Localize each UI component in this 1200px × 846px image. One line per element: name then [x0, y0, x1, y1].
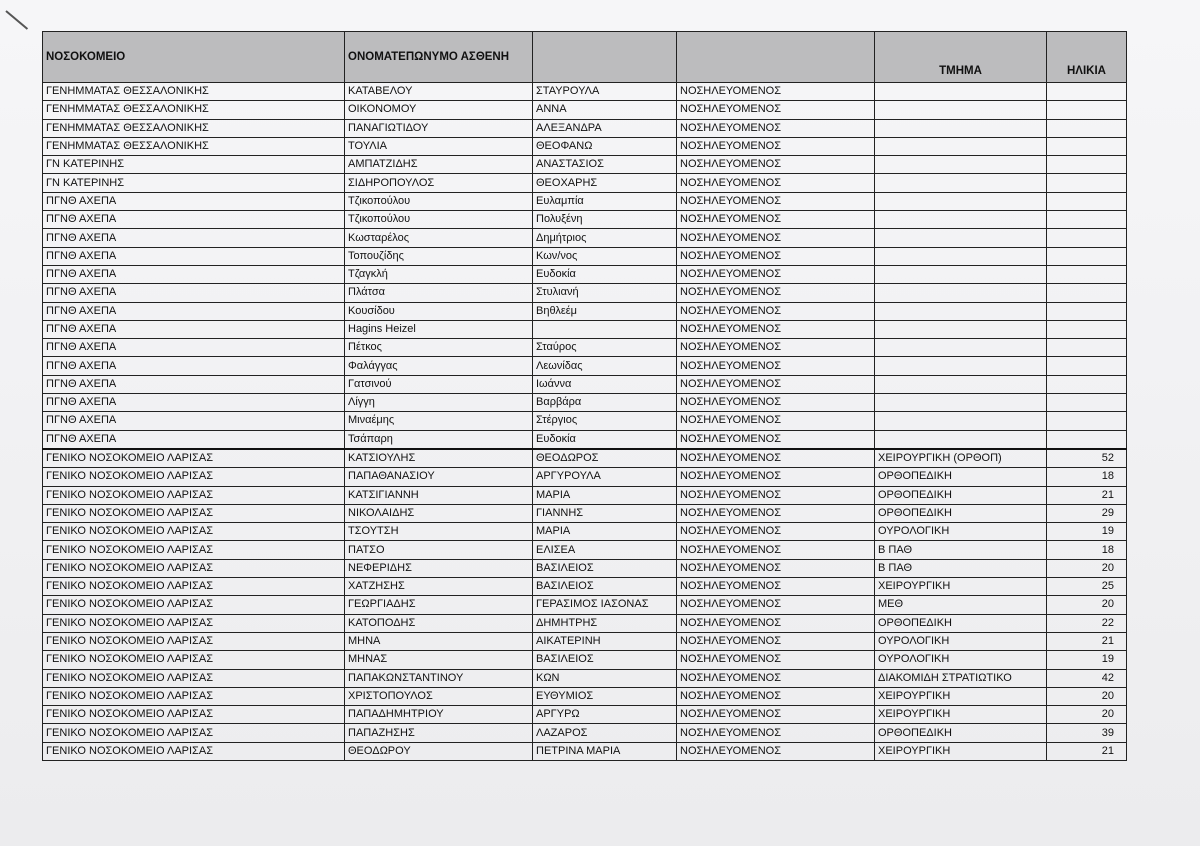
cell-surname: ΠΑΝΑΓΙΩΤΙΔΟΥ	[345, 119, 533, 137]
cell-department	[875, 284, 1047, 302]
cell-first-name: Ευδοκία	[533, 430, 677, 449]
cell-surname: Κουσίδου	[345, 302, 533, 320]
cell-age	[1047, 430, 1127, 449]
cell-surname: Γατσινού	[345, 375, 533, 393]
table-row	[43, 504, 1127, 522]
cell-first-name: ΒΑΣΙΛΕΙΟΣ	[533, 578, 677, 596]
cell-surname: Τοπουζίδης	[345, 247, 533, 265]
cell-status: ΝΟΣΗΛΕΥΟΜΕΝΟΣ	[677, 669, 875, 687]
cell-surname: ΚΑΤΣΙΓΙΑΝΝΗ	[345, 486, 533, 504]
cell-department	[875, 412, 1047, 430]
cell-first-name: ΘΕΟΦΑΝΩ	[533, 137, 677, 155]
cell-age: 20	[1047, 596, 1127, 614]
cell-hospital: ΓΕΝΙΚΟ ΝΟΣΟΚΟΜΕΙΟ ΛΑΡΙΣΑΣ	[43, 724, 345, 742]
cell-surname: Λίγγη	[345, 394, 533, 412]
table-row	[43, 687, 1127, 705]
cell-surname: ΚΑΤΣΙΟΥΛΗΣ	[345, 449, 533, 468]
cell-first-name: ΓΙΑΝΝΗΣ	[533, 504, 677, 522]
cell-age	[1047, 247, 1127, 265]
cell-department	[875, 119, 1047, 137]
cell-surname: ΤΟΥΛΙΑ	[345, 137, 533, 155]
cell-status: ΝΟΣΗΛΕΥΟΜΕΝΟΣ	[677, 211, 875, 229]
cell-first-name: ΘΕΟΧΑΡΗΣ	[533, 174, 677, 192]
table-row	[43, 541, 1127, 559]
cell-surname: ΓΕΩΡΓΙΑΔΗΣ	[345, 596, 533, 614]
cell-age	[1047, 156, 1127, 174]
table-row	[43, 192, 1127, 210]
cell-first-name: Δημήτριος	[533, 229, 677, 247]
cell-department: ΧΕΙΡΟΥΡΓΙΚΗ	[875, 687, 1047, 705]
table-row	[43, 83, 1127, 101]
cell-hospital: ΠΓΝΘ ΑΧΕΠΑ	[43, 211, 345, 229]
cell-age: 42	[1047, 669, 1127, 687]
cell-status: ΝΟΣΗΛΕΥΟΜΕΝΟΣ	[677, 412, 875, 430]
cell-first-name: Στέργιος	[533, 412, 677, 430]
cell-surname: ΚΑΤΑΒΕΛΟΥ	[345, 83, 533, 101]
patient-table	[42, 31, 1127, 761]
cell-age	[1047, 302, 1127, 320]
cell-surname: Hagins Heizel	[345, 320, 533, 338]
cell-department: ΧΕΙΡΟΥΡΓΙΚΗ	[875, 742, 1047, 760]
cell-department: ΟΥΡΟΛΟΓΙΚΗ	[875, 651, 1047, 669]
table-row	[43, 596, 1127, 614]
cell-status: ΝΟΣΗΛΕΥΟΜΕΝΟΣ	[677, 284, 875, 302]
cell-hospital: ΠΓΝΘ ΑΧΕΠΑ	[43, 339, 345, 357]
cell-first-name: ΠΕΤΡΙΝΑ ΜΑΡΙΑ	[533, 742, 677, 760]
cell-status: ΝΟΣΗΛΕΥΟΜΕΝΟΣ	[677, 101, 875, 119]
cell-hospital: ΠΓΝΘ ΑΧΕΠΑ	[43, 412, 345, 430]
table-header-row	[43, 32, 1127, 83]
cell-status: ΝΟΣΗΛΕΥΟΜΕΝΟΣ	[677, 632, 875, 650]
cell-status: ΝΟΣΗΛΕΥΟΜΕΝΟΣ	[677, 430, 875, 449]
cell-status: ΝΟΣΗΛΕΥΟΜΕΝΟΣ	[677, 247, 875, 265]
cell-surname: ΑΜΠΑΤΖΙΔΗΣ	[345, 156, 533, 174]
cell-surname: ΧΡΙΣΤΟΠΟΥΛΟΣ	[345, 687, 533, 705]
cell-surname: ΝΕΦΕΡΙΔΗΣ	[345, 559, 533, 577]
cell-age	[1047, 412, 1127, 430]
cell-status: ΝΟΣΗΛΕΥΟΜΕΝΟΣ	[677, 137, 875, 155]
cell-department	[875, 375, 1047, 393]
cell-hospital: ΓΕΝΙΚΟ ΝΟΣΟΚΟΜΕΙΟ ΛΑΡΙΣΑΣ	[43, 669, 345, 687]
cell-department: Β ΠΑΘ	[875, 541, 1047, 559]
cell-surname: ΠΑΠΑΘΑΝΑΣΙΟΥ	[345, 468, 533, 486]
table-row	[43, 412, 1127, 430]
cell-status: ΝΟΣΗΛΕΥΟΜΕΝΟΣ	[677, 742, 875, 760]
cell-first-name: ΔΗΜΗΤΡΗΣ	[533, 614, 677, 632]
header-hospital: ΝΟΣΟΚΟΜΕΙΟ	[43, 32, 345, 83]
cell-first-name: Ευδοκία	[533, 265, 677, 283]
cell-age	[1047, 320, 1127, 338]
cell-status: ΝΟΣΗΛΕΥΟΜΕΝΟΣ	[677, 559, 875, 577]
cell-department: ΧΕΙΡΟΥΡΓΙΚΗ	[875, 578, 1047, 596]
cell-age	[1047, 83, 1127, 101]
header-department: ΤΜΗΜΑ	[875, 32, 1047, 83]
cell-age	[1047, 211, 1127, 229]
table-body	[43, 83, 1127, 761]
cell-status: ΝΟΣΗΛΕΥΟΜΕΝΟΣ	[677, 339, 875, 357]
cell-first-name: ΜΑΡΙΑ	[533, 523, 677, 541]
cell-age: 20	[1047, 687, 1127, 705]
cell-first-name: Λεωνίδας	[533, 357, 677, 375]
cell-hospital: ΓΕΝΙΚΟ ΝΟΣΟΚΟΜΕΙΟ ΛΑΡΙΣΑΣ	[43, 559, 345, 577]
table-row	[43, 357, 1127, 375]
cell-hospital: ΓΕΝΗΜΜΑΤΑΣ ΘΕΣΣΑΛΟΝΙΚΗΣ	[43, 101, 345, 119]
cell-first-name: Βαρβάρα	[533, 394, 677, 412]
cell-first-name: ΑΙΚΑΤΕΡΙΝΗ	[533, 632, 677, 650]
cell-surname: ΘΕΟΔΩΡΟΥ	[345, 742, 533, 760]
cell-first-name: Πολυξένη	[533, 211, 677, 229]
table-row	[43, 101, 1127, 119]
cell-department	[875, 229, 1047, 247]
cell-first-name: ΒΑΣΙΛΕΙΟΣ	[533, 559, 677, 577]
cell-department	[875, 394, 1047, 412]
cell-department	[875, 430, 1047, 449]
cell-age	[1047, 192, 1127, 210]
cell-hospital: ΓΕΝΙΚΟ ΝΟΣΟΚΟΜΕΙΟ ΛΑΡΙΣΑΣ	[43, 504, 345, 522]
cell-department	[875, 137, 1047, 155]
cell-status: ΝΟΣΗΛΕΥΟΜΕΝΟΣ	[677, 468, 875, 486]
cell-status: ΝΟΣΗΛΕΥΟΜΕΝΟΣ	[677, 724, 875, 742]
cell-surname: Πέτκος	[345, 339, 533, 357]
cell-status: ΝΟΣΗΛΕΥΟΜΕΝΟΣ	[677, 394, 875, 412]
cell-department: ΜΕΘ	[875, 596, 1047, 614]
table-row	[43, 229, 1127, 247]
cell-hospital: ΓΕΝΙΚΟ ΝΟΣΟΚΟΜΕΙΟ ΛΑΡΙΣΑΣ	[43, 614, 345, 632]
cell-hospital: ΓΕΝΙΚΟ ΝΟΣΟΚΟΜΕΙΟ ΛΑΡΙΣΑΣ	[43, 596, 345, 614]
cell-hospital: ΠΓΝΘ ΑΧΕΠΑ	[43, 357, 345, 375]
table-row	[43, 669, 1127, 687]
cell-status: ΝΟΣΗΛΕΥΟΜΕΝΟΣ	[677, 523, 875, 541]
cell-status: ΝΟΣΗΛΕΥΟΜΕΝΟΣ	[677, 578, 875, 596]
cell-age: 22	[1047, 614, 1127, 632]
table-row	[43, 486, 1127, 504]
cell-age	[1047, 339, 1127, 357]
cell-status: ΝΟΣΗΛΕΥΟΜΕΝΟΣ	[677, 449, 875, 468]
cell-department	[875, 357, 1047, 375]
cell-hospital: ΓΝ ΚΑΤΕΡΙΝΗΣ	[43, 156, 345, 174]
cell-status: ΝΟΣΗΛΕΥΟΜΕΝΟΣ	[677, 486, 875, 504]
table-row	[43, 156, 1127, 174]
cell-status: ΝΟΣΗΛΕΥΟΜΕΝΟΣ	[677, 302, 875, 320]
cell-age: 19	[1047, 523, 1127, 541]
cell-surname: ΜΗΝΑΣ	[345, 651, 533, 669]
table-row	[43, 468, 1127, 486]
cell-first-name: ΑΛΕΞΑΝΔΡΑ	[533, 119, 677, 137]
header-first-name	[533, 32, 677, 83]
cell-department	[875, 247, 1047, 265]
cell-hospital: ΠΓΝΘ ΑΧΕΠΑ	[43, 320, 345, 338]
cell-surname: Τσάπαρη	[345, 430, 533, 449]
cell-department	[875, 156, 1047, 174]
cell-age: 20	[1047, 559, 1127, 577]
cell-surname: Φαλάγγας	[345, 357, 533, 375]
cell-department	[875, 302, 1047, 320]
cell-age	[1047, 101, 1127, 119]
cell-department: ΧΕΙΡΟΥΡΓΙΚΗ	[875, 706, 1047, 724]
table-row	[43, 430, 1127, 449]
table-row	[43, 320, 1127, 338]
cell-department	[875, 339, 1047, 357]
cell-department	[875, 192, 1047, 210]
cell-status: ΝΟΣΗΛΕΥΟΜΕΝΟΣ	[677, 156, 875, 174]
cell-first-name: ΘΕΟΔΩΡΟΣ	[533, 449, 677, 468]
cell-surname: Τζικοπούλου	[345, 211, 533, 229]
cell-first-name: ΑΝΝΑ	[533, 101, 677, 119]
cell-department: ΟΡΘΟΠΕΔΙΚΗ	[875, 504, 1047, 522]
cell-status: ΝΟΣΗΛΕΥΟΜΕΝΟΣ	[677, 541, 875, 559]
table-row	[43, 375, 1127, 393]
cell-age	[1047, 229, 1127, 247]
cell-hospital: ΓΕΝΙΚΟ ΝΟΣΟΚΟΜΕΙΟ ΛΑΡΙΣΑΣ	[43, 632, 345, 650]
pen-mark	[5, 10, 28, 30]
cell-surname: ΠΑΠΑΚΩΝΣΤΑΝΤΙΝΟΥ	[345, 669, 533, 687]
cell-surname: ΠΑΠΑΔΗΜΗΤΡΙΟΥ	[345, 706, 533, 724]
cell-status: ΝΟΣΗΛΕΥΟΜΕΝΟΣ	[677, 375, 875, 393]
cell-department: ΟΥΡΟΛΟΓΙΚΗ	[875, 632, 1047, 650]
cell-surname: Πλάτσα	[345, 284, 533, 302]
cell-status: ΝΟΣΗΛΕΥΟΜΕΝΟΣ	[677, 320, 875, 338]
header-status	[677, 32, 875, 83]
cell-first-name: ΓΕΡΑΣΙΜΟΣ ΙΑΣΟΝΑΣ	[533, 596, 677, 614]
table-row	[43, 174, 1127, 192]
cell-hospital: ΓΕΝΙΚΟ ΝΟΣΟΚΟΜΕΙΟ ΛΑΡΙΣΑΣ	[43, 468, 345, 486]
cell-hospital: ΠΓΝΘ ΑΧΕΠΑ	[43, 375, 345, 393]
cell-department: ΟΡΘΟΠΕΔΙΚΗ	[875, 724, 1047, 742]
cell-hospital: ΓΕΝΙΚΟ ΝΟΣΟΚΟΜΕΙΟ ΛΑΡΙΣΑΣ	[43, 651, 345, 669]
cell-hospital: ΠΓΝΘ ΑΧΕΠΑ	[43, 247, 345, 265]
table-row	[43, 394, 1127, 412]
table-row	[43, 706, 1127, 724]
cell-first-name: ΒΑΣΙΛΕΙΟΣ	[533, 651, 677, 669]
table-row	[43, 339, 1127, 357]
cell-status: ΝΟΣΗΛΕΥΟΜΕΝΟΣ	[677, 504, 875, 522]
cell-status: ΝΟΣΗΛΕΥΟΜΕΝΟΣ	[677, 687, 875, 705]
cell-age	[1047, 119, 1127, 137]
table-row	[43, 247, 1127, 265]
cell-surname: ΜΗΝΑ	[345, 632, 533, 650]
table-row	[43, 137, 1127, 155]
cell-department: ΟΡΘΟΠΕΔΙΚΗ	[875, 614, 1047, 632]
cell-age	[1047, 174, 1127, 192]
cell-hospital: ΓΕΝΙΚΟ ΝΟΣΟΚΟΜΕΙΟ ΛΑΡΙΣΑΣ	[43, 449, 345, 468]
table-row	[43, 119, 1127, 137]
cell-surname: ΠΑΠΑΖΗΣΗΣ	[345, 724, 533, 742]
cell-status: ΝΟΣΗΛΕΥΟΜΕΝΟΣ	[677, 706, 875, 724]
cell-age: 39	[1047, 724, 1127, 742]
cell-age	[1047, 265, 1127, 283]
cell-surname: Τζαγκλή	[345, 265, 533, 283]
cell-first-name: ΑΡΓΥΡΩ	[533, 706, 677, 724]
cell-first-name: ΜΑΡΙΑ	[533, 486, 677, 504]
cell-first-name: ΕΛΙΣΕΑ	[533, 541, 677, 559]
cell-department	[875, 174, 1047, 192]
cell-department: ΟΡΘΟΠΕΔΙΚΗ	[875, 468, 1047, 486]
cell-status: ΝΟΣΗΛΕΥΟΜΕΝΟΣ	[677, 614, 875, 632]
cell-hospital: ΓΕΝΙΚΟ ΝΟΣΟΚΟΜΕΙΟ ΛΑΡΙΣΑΣ	[43, 742, 345, 760]
cell-hospital: ΠΓΝΘ ΑΧΕΠΑ	[43, 302, 345, 320]
table-row	[43, 578, 1127, 596]
cell-status: ΝΟΣΗΛΕΥΟΜΕΝΟΣ	[677, 596, 875, 614]
cell-age: 19	[1047, 651, 1127, 669]
cell-department: ΧΕΙΡΟΥΡΓΙΚΗ (ΟΡΘΟΠ)	[875, 449, 1047, 468]
cell-department: ΔΙΑΚΟΜΙΔΗ ΣΤΡΑΤΙΩΤΙΚΟ	[875, 669, 1047, 687]
header-age: ΗΛΙΚΙΑ	[1047, 32, 1127, 83]
cell-age: 21	[1047, 486, 1127, 504]
cell-first-name: ΛΑΖΑΡΟΣ	[533, 724, 677, 742]
header-patient-name: ΟΝΟΜΑΤΕΠΩΝΥΜΟ ΑΣΘΕΝΗ	[345, 32, 533, 83]
cell-first-name: Στυλιανή	[533, 284, 677, 302]
cell-surname: ΣΙΔΗΡΟΠΟΥΛΟΣ	[345, 174, 533, 192]
cell-first-name: ΑΝΑΣΤΑΣΙΟΣ	[533, 156, 677, 174]
cell-first-name: Ευλαμπία	[533, 192, 677, 210]
cell-age	[1047, 375, 1127, 393]
cell-hospital: ΠΓΝΘ ΑΧΕΠΑ	[43, 192, 345, 210]
cell-first-name: ΣΤΑΥΡΟΥΛΑ	[533, 83, 677, 101]
cell-surname: ΚΑΤΟΠΟΔΗΣ	[345, 614, 533, 632]
cell-surname: ΤΣΟΥΤΣΗ	[345, 523, 533, 541]
cell-hospital: ΠΓΝΘ ΑΧΕΠΑ	[43, 430, 345, 449]
cell-age: 20	[1047, 706, 1127, 724]
cell-status: ΝΟΣΗΛΕΥΟΜΕΝΟΣ	[677, 357, 875, 375]
table-row	[43, 724, 1127, 742]
cell-first-name: ΚΩΝ	[533, 669, 677, 687]
cell-age	[1047, 357, 1127, 375]
cell-surname: ΝΙΚΟΛΑΙΔΗΣ	[345, 504, 533, 522]
table-row	[43, 614, 1127, 632]
cell-age	[1047, 284, 1127, 302]
cell-hospital: ΓΕΝΗΜΜΑΤΑΣ ΘΕΣΣΑΛΟΝΙΚΗΣ	[43, 119, 345, 137]
cell-hospital: ΓΕΝΗΜΜΑΤΑΣ ΘΕΣΣΑΛΟΝΙΚΗΣ	[43, 137, 345, 155]
cell-surname: Κωσταρέλος	[345, 229, 533, 247]
cell-status: ΝΟΣΗΛΕΥΟΜΕΝΟΣ	[677, 174, 875, 192]
cell-status: ΝΟΣΗΛΕΥΟΜΕΝΟΣ	[677, 83, 875, 101]
cell-status: ΝΟΣΗΛΕΥΟΜΕΝΟΣ	[677, 229, 875, 247]
cell-hospital: ΓΕΝΙΚΟ ΝΟΣΟΚΟΜΕΙΟ ΛΑΡΙΣΑΣ	[43, 706, 345, 724]
cell-department	[875, 83, 1047, 101]
cell-department: ΟΥΡΟΛΟΓΙΚΗ	[875, 523, 1047, 541]
cell-hospital: ΓΝ ΚΑΤΕΡΙΝΗΣ	[43, 174, 345, 192]
cell-first-name: ΑΡΓΥΡΟΥΛΑ	[533, 468, 677, 486]
cell-surname: ΟΙΚΟΝΟΜΟΥ	[345, 101, 533, 119]
cell-age: 18	[1047, 541, 1127, 559]
cell-department: ΟΡΘΟΠΕΔΙΚΗ	[875, 486, 1047, 504]
table-row	[43, 211, 1127, 229]
table-row	[43, 265, 1127, 283]
cell-hospital: ΓΕΝΙΚΟ ΝΟΣΟΚΟΜΕΙΟ ΛΑΡΙΣΑΣ	[43, 523, 345, 541]
table-row	[43, 632, 1127, 650]
cell-age: 29	[1047, 504, 1127, 522]
table-row	[43, 284, 1127, 302]
cell-department	[875, 320, 1047, 338]
table-row	[43, 523, 1127, 541]
cell-department	[875, 211, 1047, 229]
cell-department: Β ΠΑΘ	[875, 559, 1047, 577]
cell-age: 18	[1047, 468, 1127, 486]
cell-first-name: Κων/νος	[533, 247, 677, 265]
cell-first-name: Ιωάννα	[533, 375, 677, 393]
cell-status: ΝΟΣΗΛΕΥΟΜΕΝΟΣ	[677, 651, 875, 669]
cell-first-name	[533, 320, 677, 338]
cell-surname: ΧΑΤΖΗΣΗΣ	[345, 578, 533, 596]
cell-age	[1047, 137, 1127, 155]
cell-age	[1047, 394, 1127, 412]
cell-hospital: ΓΕΝΙΚΟ ΝΟΣΟΚΟΜΕΙΟ ΛΑΡΙΣΑΣ	[43, 486, 345, 504]
cell-age: 25	[1047, 578, 1127, 596]
cell-department	[875, 265, 1047, 283]
cell-status: ΝΟΣΗΛΕΥΟΜΕΝΟΣ	[677, 119, 875, 137]
cell-status: ΝΟΣΗΛΕΥΟΜΕΝΟΣ	[677, 192, 875, 210]
cell-surname: Μιναέμης	[345, 412, 533, 430]
cell-surname: ΠΑΤΣΟ	[345, 541, 533, 559]
cell-hospital: ΠΓΝΘ ΑΧΕΠΑ	[43, 284, 345, 302]
cell-age: 21	[1047, 632, 1127, 650]
cell-age: 52	[1047, 449, 1127, 468]
cell-status: ΝΟΣΗΛΕΥΟΜΕΝΟΣ	[677, 265, 875, 283]
table-row	[43, 302, 1127, 320]
cell-hospital: ΓΕΝΙΚΟ ΝΟΣΟΚΟΜΕΙΟ ΛΑΡΙΣΑΣ	[43, 578, 345, 596]
table-row	[43, 651, 1127, 669]
cell-hospital: ΠΓΝΘ ΑΧΕΠΑ	[43, 265, 345, 283]
cell-surname: Τζικοπούλου	[345, 192, 533, 210]
cell-first-name: Βηθλεέμ	[533, 302, 677, 320]
cell-hospital: ΠΓΝΘ ΑΧΕΠΑ	[43, 394, 345, 412]
cell-hospital: ΠΓΝΘ ΑΧΕΠΑ	[43, 229, 345, 247]
table-row	[43, 449, 1127, 468]
table-row	[43, 742, 1127, 760]
cell-hospital: ΓΕΝΙΚΟ ΝΟΣΟΚΟΜΕΙΟ ΛΑΡΙΣΑΣ	[43, 687, 345, 705]
table-row	[43, 559, 1127, 577]
cell-first-name: Σταύρος	[533, 339, 677, 357]
cell-department	[875, 101, 1047, 119]
cell-age: 21	[1047, 742, 1127, 760]
cell-hospital: ΓΕΝΙΚΟ ΝΟΣΟΚΟΜΕΙΟ ΛΑΡΙΣΑΣ	[43, 541, 345, 559]
cell-hospital: ΓΕΝΗΜΜΑΤΑΣ ΘΕΣΣΑΛΟΝΙΚΗΣ	[43, 83, 345, 101]
cell-first-name: ΕΥΘΥΜΙΟΣ	[533, 687, 677, 705]
